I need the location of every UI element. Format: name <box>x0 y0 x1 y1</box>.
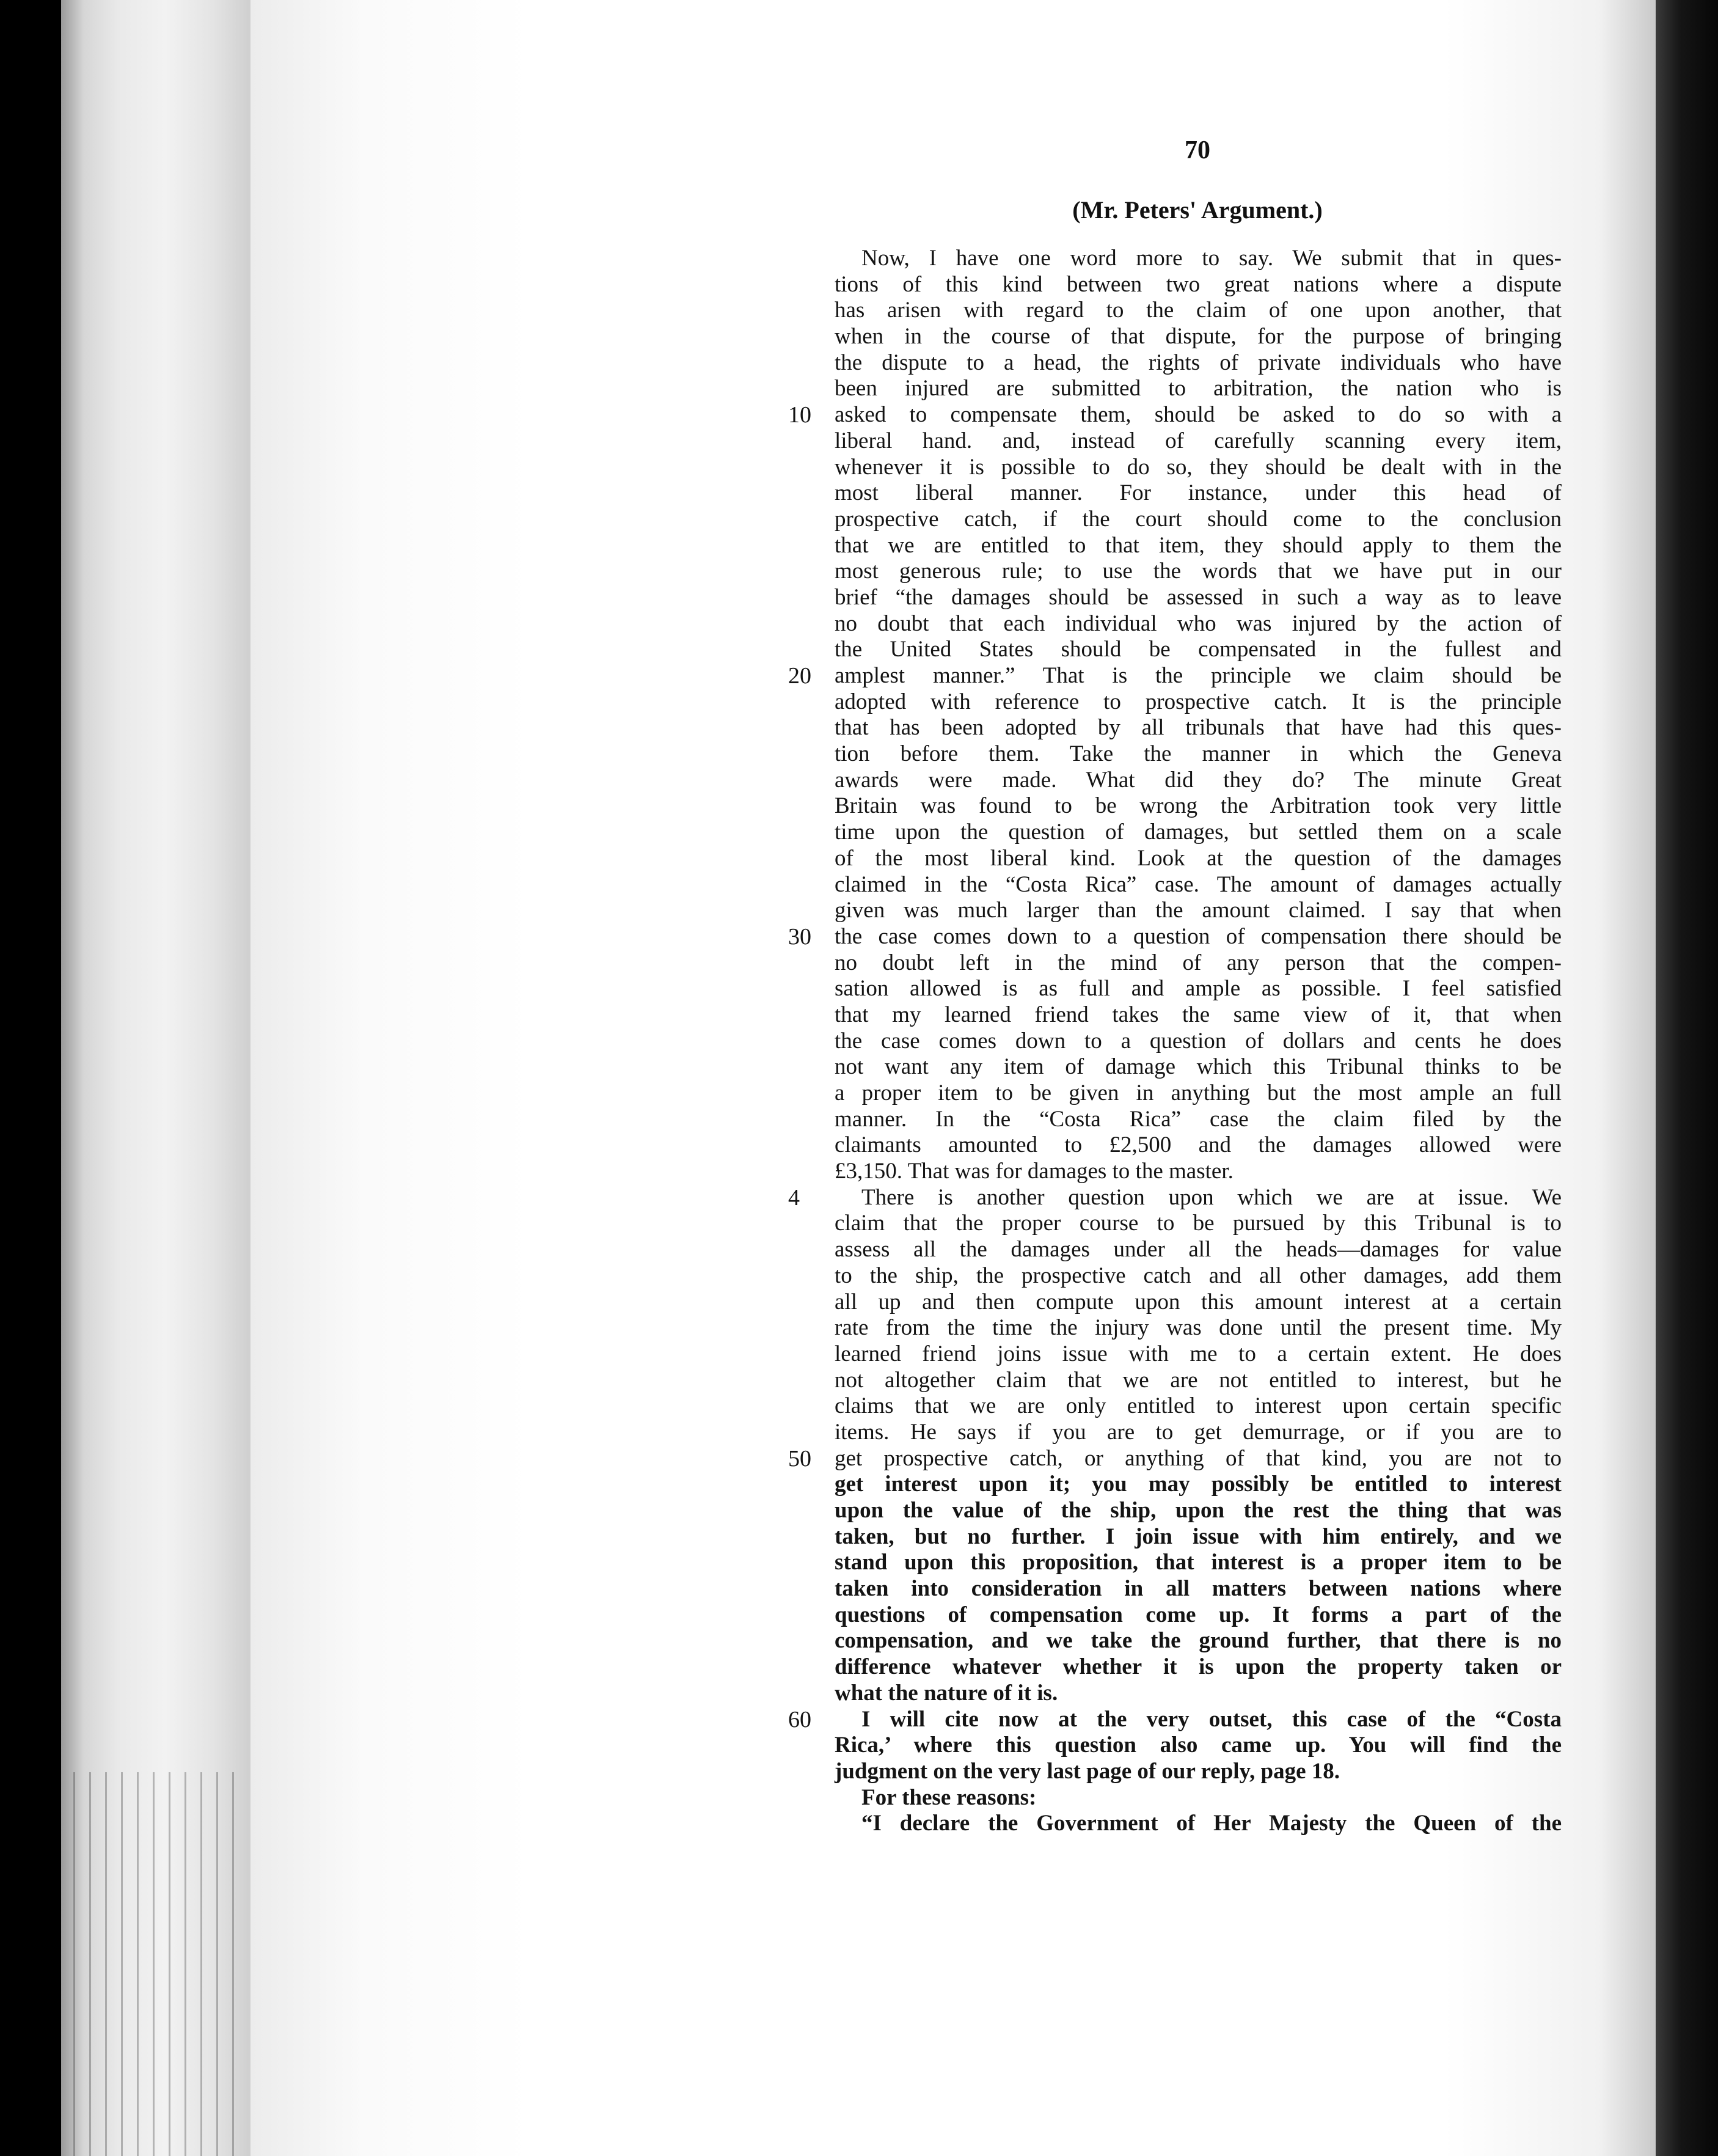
margin-line-number: 10 <box>788 402 811 428</box>
margin-line-number: 60 <box>788 1707 811 1733</box>
body-text <box>835 246 1562 1837</box>
text-line: no doubt that each individual who was injured by the action of <box>835 610 1562 636</box>
text-line: learned friend joins issue with me to a certain extent. He does <box>835 1341 1562 1366</box>
text-line: not altogether claim that we are not entitled to interest, but he <box>835 1367 1562 1393</box>
text-line: Now, I have one word more to say. We submit that in ques- <box>861 246 1562 271</box>
margin-line-number: 20 <box>788 663 811 689</box>
text-line: prospective catch, if the court should come to the conclusion <box>835 506 1562 532</box>
text-line: the United States should be compensated in the fullest and <box>835 637 1562 662</box>
book-spine-shadow <box>1656 0 1718 2156</box>
text-line: has arisen with regard to the claim of one upon another, that <box>835 298 1562 323</box>
text-line: taken into consideration in all matters between nations where <box>835 1576 1562 1602</box>
text-line: claimed in the “Costa Rica” case. The amount of damages actually <box>835 871 1562 897</box>
text-line: that we are entitled to that item, they should apply to them the <box>835 532 1562 558</box>
text-line: upon the value of the ship, upon the rest the thing that was <box>835 1498 1562 1523</box>
text-line: most generous rule; to use the words that we have put in our <box>835 559 1562 584</box>
text-line: a proper item to be given in anything but the most ample an full <box>835 1080 1562 1106</box>
text-line: been injured are submitted to arbitration, the nation who is <box>835 376 1562 402</box>
text-line: Britain was found to be wrong the Arbitration took very little <box>835 793 1562 819</box>
text-line: asked to compensate them, should be asked to do so with a <box>835 402 1562 428</box>
text-line: liberal hand. and, instead of carefully scanning every item, <box>835 428 1562 453</box>
text-line: amplest manner.” That is the principle we claim should be <box>835 663 1562 688</box>
text-line: claim that the proper course to be pursued by this Tribunal is to <box>835 1211 1562 1236</box>
text-line: sation allowed is as full and ample as possible. I feel satisfied <box>835 976 1562 1002</box>
text-line: all up and then compute upon this amount interest at a certain <box>835 1289 1562 1314</box>
text-line: rate from the time the injury was done until the present time. My <box>835 1315 1562 1341</box>
text-line: to the ship, the prospective catch and all other damages, add them <box>835 1263 1562 1288</box>
text-line: of the most liberal kind. Look at the question of the damages <box>835 845 1562 871</box>
text-line: most liberal manner. For instance, under this head of <box>835 480 1562 506</box>
text-line: Rica,’ where this question also came up. You will find the <box>835 1733 1562 1758</box>
text-line: when in the course of that dispute, for the purpose of bringing <box>835 324 1562 350</box>
text-line: items. He says if you are to get demurrage, or if you are to <box>835 1419 1562 1445</box>
text-line: manner. In the “Costa Rica” case the claim filed by the <box>835 1106 1562 1132</box>
text-line: taken, but no further. I join issue with him entirely, and we <box>835 1524 1562 1549</box>
text-line: assess all the damages under all the heads—damages for value <box>835 1237 1562 1263</box>
text-line: judgment on the very last page of our reply, page 18. <box>835 1758 1340 1784</box>
book-page-edges <box>61 0 250 2156</box>
text-line: brief “the damages should be assessed in such a way as to leave <box>835 584 1562 610</box>
margin-line-number: 30 <box>788 924 811 950</box>
text-line: what the nature of it is. <box>835 1680 1058 1706</box>
text-line: not want any item of damage which this Tribunal thinks to be <box>835 1054 1562 1080</box>
text-line: questions of compensation come up. It forms a part of the <box>835 1602 1562 1627</box>
text-line: adopted with reference to prospective catch. It is the principle <box>835 689 1562 714</box>
text-line: time upon the question of damages, but settled them on a scale <box>835 820 1562 845</box>
text-line: given was much larger than the amount claimed. I say that when <box>835 898 1562 923</box>
text-line: difference whatever whether it is upon the property taken or <box>835 1654 1562 1680</box>
text-line: £3,150. That was for damages to the master. <box>835 1159 1234 1184</box>
text-line: claimants amounted to £2,500 and the damages allowed were <box>835 1132 1562 1158</box>
text-line: “I declare the Government of Her Majesty the Queen of the <box>861 1811 1562 1836</box>
text-line: stand upon this proposition, that interest is a proper item to be <box>835 1550 1562 1575</box>
text-line: I will cite now at the very outset, this case of the “Costa <box>861 1706 1562 1732</box>
text-line: the case comes down to a question of compensation there should be <box>835 923 1562 949</box>
text-line: There is another question upon which we are at issue. We <box>861 1184 1562 1210</box>
text-line: compensation, and we take the ground further, that there is no <box>835 1628 1562 1654</box>
running-head: (Mr. Peters' Argument.) <box>1072 196 1323 224</box>
text-line: the dispute to a head, the rights of private individuals who have <box>835 350 1562 375</box>
text-line: tions of this kind between two great nations where a dispute <box>835 271 1562 297</box>
page-number: 70 <box>1185 136 1210 164</box>
text-line: the case comes down to a question of dollars and cents he does <box>835 1028 1562 1054</box>
text-line: For these reasons: <box>861 1784 1037 1810</box>
text-line: get interest upon it; you may possibly be entitled to interest <box>835 1472 1562 1497</box>
margin-line-number: 50 <box>788 1446 811 1472</box>
text-line: get prospective catch, or anything of that kind, you are not to <box>835 1445 1562 1471</box>
text-line: awards were made. What did they do? The minute Great <box>835 767 1562 793</box>
text-line: whenever it is possible to do so, they should be dealt with in the <box>835 454 1562 480</box>
margin-line-number: 4 <box>788 1185 800 1211</box>
text-line: tion before them. Take the manner in which the Geneva <box>835 741 1562 767</box>
text-line: that has been adopted by all tribunals that have had this ques- <box>835 715 1562 741</box>
text-line: claims that we are only entitled to interest upon certain specific <box>835 1393 1562 1419</box>
text-line: no doubt left in the mind of any person that the compen- <box>835 950 1562 975</box>
text-line: that my learned friend takes the same view of it, that when <box>835 1002 1562 1027</box>
